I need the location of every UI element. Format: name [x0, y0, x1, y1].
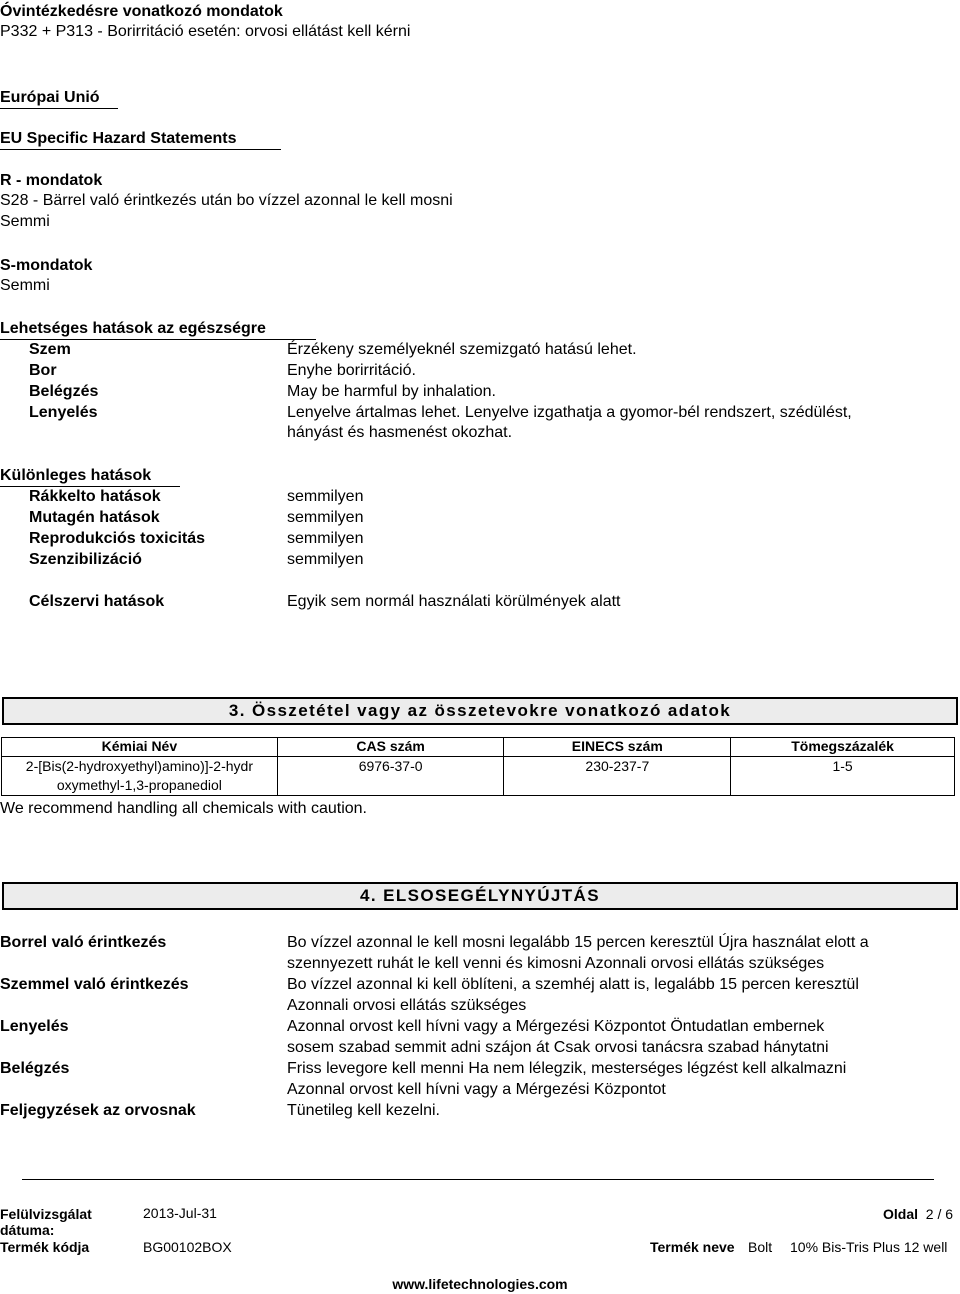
firstaid-label-eye: Szemmel való érintkezés — [0, 976, 189, 993]
firstaid-label-inhalation: Belégzés — [0, 1060, 70, 1077]
precaution-heading: Óvintézkedésre vonatkozó mondatok — [0, 3, 283, 20]
cas-cell: 6976-37-0 — [277, 757, 504, 796]
firstaid-label-physician: Feljegyzések az orvosnak — [0, 1102, 196, 1119]
section3-title: 3. Összetétel vagy az összetevokre vonatkozó adatok — [2, 697, 958, 725]
column-header: EINECS szám — [504, 738, 731, 757]
precaution-text: P332 + P313 - Borirritáció esetén: orvosi ellátást kell kérni — [0, 23, 411, 40]
firstaid-text-line: Bo vízzel azonnal le kell mosni legalább 15 percen keresztül Újra használat elott a — [287, 934, 869, 951]
footer-revision-label2: dátuma: — [0, 1222, 55, 1238]
r-phrases-line2: Semmi — [0, 213, 50, 230]
footer-product-label: Termék neve — [650, 1239, 735, 1255]
table-row — [2, 757, 955, 796]
firstaid-label-ingestion: Lenyelés — [0, 1018, 69, 1035]
column-header: Kémiai Név — [2, 738, 278, 757]
eu-hazard-heading: EU Specific Hazard Statements — [0, 129, 281, 150]
special-value-sensitization: semmilyen — [287, 551, 364, 568]
firstaid-text-line: Tünetileg kell kezelni. — [287, 1102, 440, 1119]
column-header: CAS szám — [277, 738, 504, 757]
firstaid-text-line: Azonnali orvosi ellátás szükséges — [287, 997, 527, 1014]
s-phrases-line1: Semmi — [0, 277, 50, 294]
special-label-reproductive: Reprodukciós toxicitás — [29, 530, 206, 547]
special-value-reproductive: semmilyen — [287, 530, 364, 547]
composition-table — [1, 737, 955, 796]
special-value-target: Egyik sem normál használati körülmények alatt — [287, 593, 621, 610]
health-value-skin: Enyhe borirritáció. — [287, 362, 416, 379]
footer-product-value1: Bolt — [748, 1239, 773, 1255]
section4-title: 4. ELSOSEGÉLYNYÚJTÁS — [2, 882, 958, 910]
chemical-name-line1: 2-[Bis(2-hydroxyethyl)amino)]-2-hydr — [25, 758, 253, 774]
health-label-eye: Szem — [29, 341, 71, 358]
footer-product-value2: 10% Bis-Tris Plus 12 well — [790, 1239, 948, 1255]
r-phrases-heading: R - mondatok — [0, 172, 103, 189]
health-label-inhalation: Belégzés — [29, 383, 99, 400]
special-label-mutagenic: Mutagén hatások — [29, 509, 160, 526]
footer-code-label: Termék kódja — [0, 1239, 90, 1255]
chemical-name-cell — [2, 757, 278, 796]
footer-page-label: Oldal — [883, 1206, 919, 1222]
table-header-row — [2, 738, 955, 757]
r-phrases-line1: S28 - Bärrel való érintkezés után bo vízzel azonnal le kell mosni — [0, 192, 453, 209]
s-phrases-heading: S-mondatok — [0, 257, 93, 274]
special-heading: Különleges hatások — [0, 466, 180, 487]
health-label-skin: Bor — [29, 362, 57, 379]
special-value-mutagenic: semmilyen — [287, 509, 364, 526]
health-value-eye: Érzékeny személyeknél szemizgató hatású lehet. — [287, 341, 637, 358]
footer-revision-value: 2013-Jul-31 — [143, 1205, 217, 1221]
firstaid-text-line: Bo vízzel azonnal ki kell öblíteni, a szemhéj alatt is, legalább 15 percen keresztül — [287, 976, 859, 993]
special-label-target: Célszervi hatások — [29, 593, 165, 610]
health-value-ingestion-cont: hányást és hasmenést okozhat. — [287, 424, 513, 441]
section3-note: We recommend handling all chemicals with caution. — [0, 800, 367, 817]
footer-website: www.lifetechnologies.com — [392, 1276, 568, 1292]
footer-code-value: BG00102BOX — [143, 1239, 232, 1255]
firstaid-text-line: Azonnal orvost kell hívni vagy a Mérgezési Központot — [287, 1081, 666, 1098]
health-label-ingestion: Lenyelés — [29, 404, 98, 421]
health-value-inhalation: May be harmful by inhalation. — [287, 383, 496, 400]
column-header: Tömegszázalék — [731, 738, 955, 757]
einecs-cell: 230-237-7 — [504, 757, 731, 796]
footer-page-value: 2 / 6 — [925, 1206, 954, 1222]
footer-revision-label1: Felülvizsgálat — [0, 1206, 92, 1222]
health-value-ingestion: Lenyelve ártalmas lehet. Lenyelve izgathatja a gyomor-bél rendszert, szédülést, — [287, 404, 852, 421]
firstaid-text-line: szennyezett ruhát le kell venni és kimosni Azonnali orvosi ellátás szükséges — [287, 955, 825, 972]
footer-page — [883, 1204, 953, 1224]
firstaid-text-line: Friss levegore kell menni Ha nem lélegzik, mesterséges légzést kell alkalmazni — [287, 1060, 847, 1077]
eu-heading: Európai Unió — [0, 88, 118, 109]
health-heading: Lehetséges hatások az egészségre — [0, 319, 316, 340]
special-label-sensitization: Szenzibilizáció — [29, 551, 142, 568]
firstaid-text-line: sosem szabad semmit adni szájon át Csak orvosi tanácsra szabad hánytatni — [287, 1039, 829, 1056]
special-value-carcinogenic: semmilyen — [287, 488, 364, 505]
footer-divider — [22, 1179, 934, 1180]
firstaid-label-skin: Borrel való érintkezés — [0, 934, 167, 951]
firstaid-text-line: Azonnal orvost kell hívni vagy a Mérgezési Központot Öntudatlan embernek — [287, 1018, 825, 1035]
special-label-carcinogenic: Rákkelto hatások — [29, 488, 161, 505]
chemical-name-line2: oxymethyl-1,3-propanediol — [56, 777, 222, 793]
percent-cell: 1-5 — [731, 757, 955, 796]
